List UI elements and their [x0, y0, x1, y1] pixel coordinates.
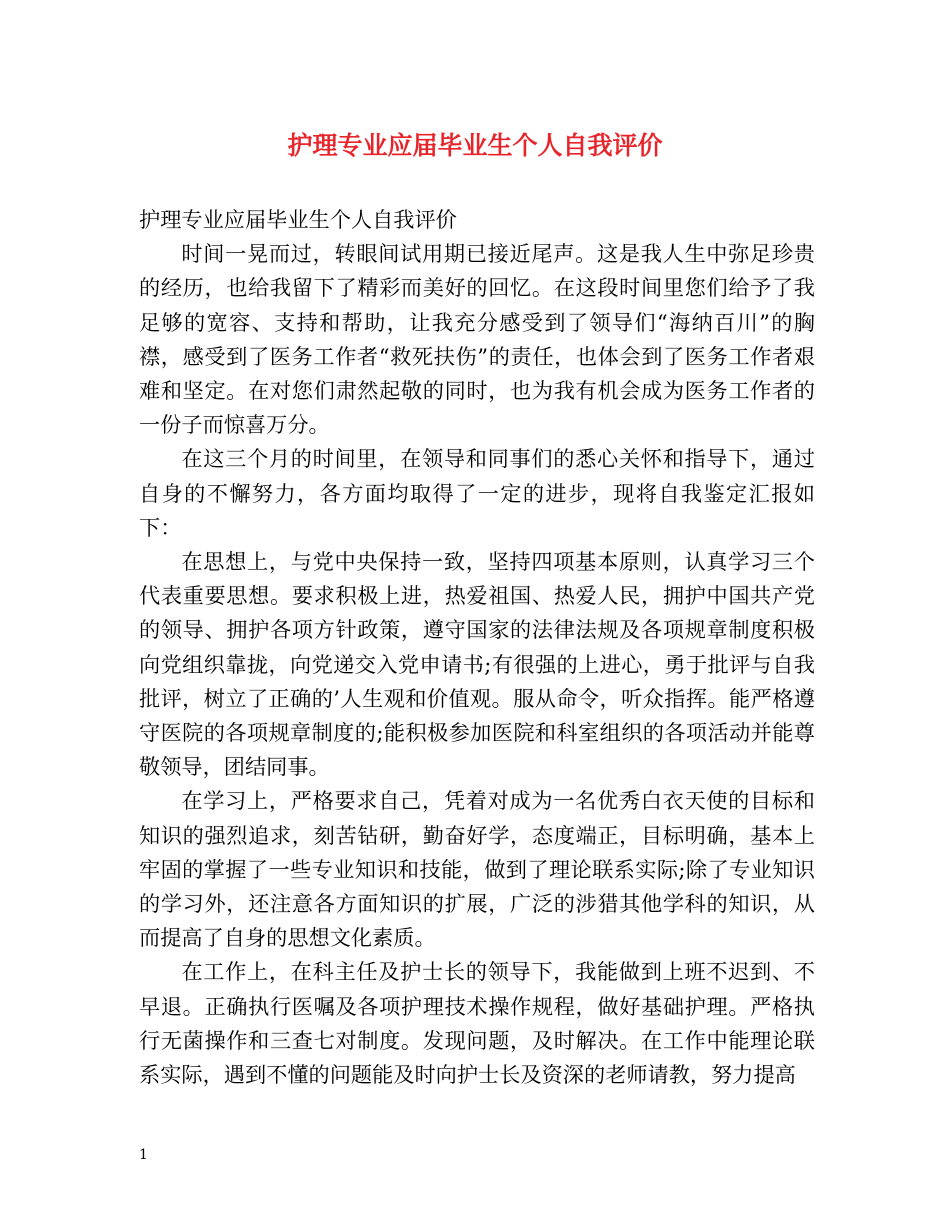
- document-body: [139, 203, 815, 1092]
- document-subtitle: 护理专业应届毕业生个人自我评价: [139, 207, 457, 232]
- paragraph-work: 在工作上，在科主任及护士长的领导下，我能做到上班不迟到、不早退。正确执行医嘱及各项护理技术操作规程，做好基础护理。严格执行无菌操作和三查七对制度。发现问题，及时解决。在工作中能理论联系实际，遇到不懂的问题能及时向护士长及资深的老师请教，努力提高: [139, 959, 815, 1088]
- document-title: 护理专业应届毕业生个人自我评价: [287, 131, 663, 160]
- page-number: 1: [139, 1147, 148, 1163]
- paragraph-study: 在学习上，严格要求自己，凭着对成为一名优秀白衣天使的目标和知识的强烈追求，刻苦钻研，勤奋好学，态度端正，目标明确，基本上牢固的掌握了一些专业知识和技能，做到了理论联系实际;除了专业知识的学习外，还注意各方面知识的扩展，广泛的涉猎其他学科的知识，从而提高了自身的思想文化素质。: [139, 788, 815, 951]
- paragraph-ideology: 在思想上，与党中央保持一致，坚持四项基本原则，认真学习三个代表重要思想。要求积极上进，热爱祖国、热爱人民，拥护中国共产党的领导、拥护各项方针政策，遵守国家的法律法规及各项规章制度积极向党组织靠拢，向党递交入党申请书;有很强的上进心，勇于批评与自我批评，树立了正确的’人生观和价值观。服从命令，听众指挥。能严格遵守医院的各项规章制度的;能积极参加医院和科室组织的各项活动并能尊敬领导，团结同事。: [139, 549, 815, 780]
- paragraph-summary: 在这三个月的时间里，在领导和同事们的悉心关怀和指导下，通过自身的不懈努力，各方面均取得了一定的进步，现将自我鉴定汇报如下：: [139, 446, 815, 540]
- paragraph-intro: 时间一晃而过，转眼间试用期已接近尾声。这是我人生中弥足珍贵的经历，也给我留下了精彩而美好的回忆。在这段时间里您们给予了我足够的宽容、支持和帮助，让我充分感受到了领导们“海纳百川”的胸襟，感受到了医务工作者“救死扶伤”的责任，也体会到了医务工作者艰难和坚定。在对您们肃然起敬的同时，也为我有机会成为医务工作者的一份子而惊喜万分。: [139, 241, 815, 438]
